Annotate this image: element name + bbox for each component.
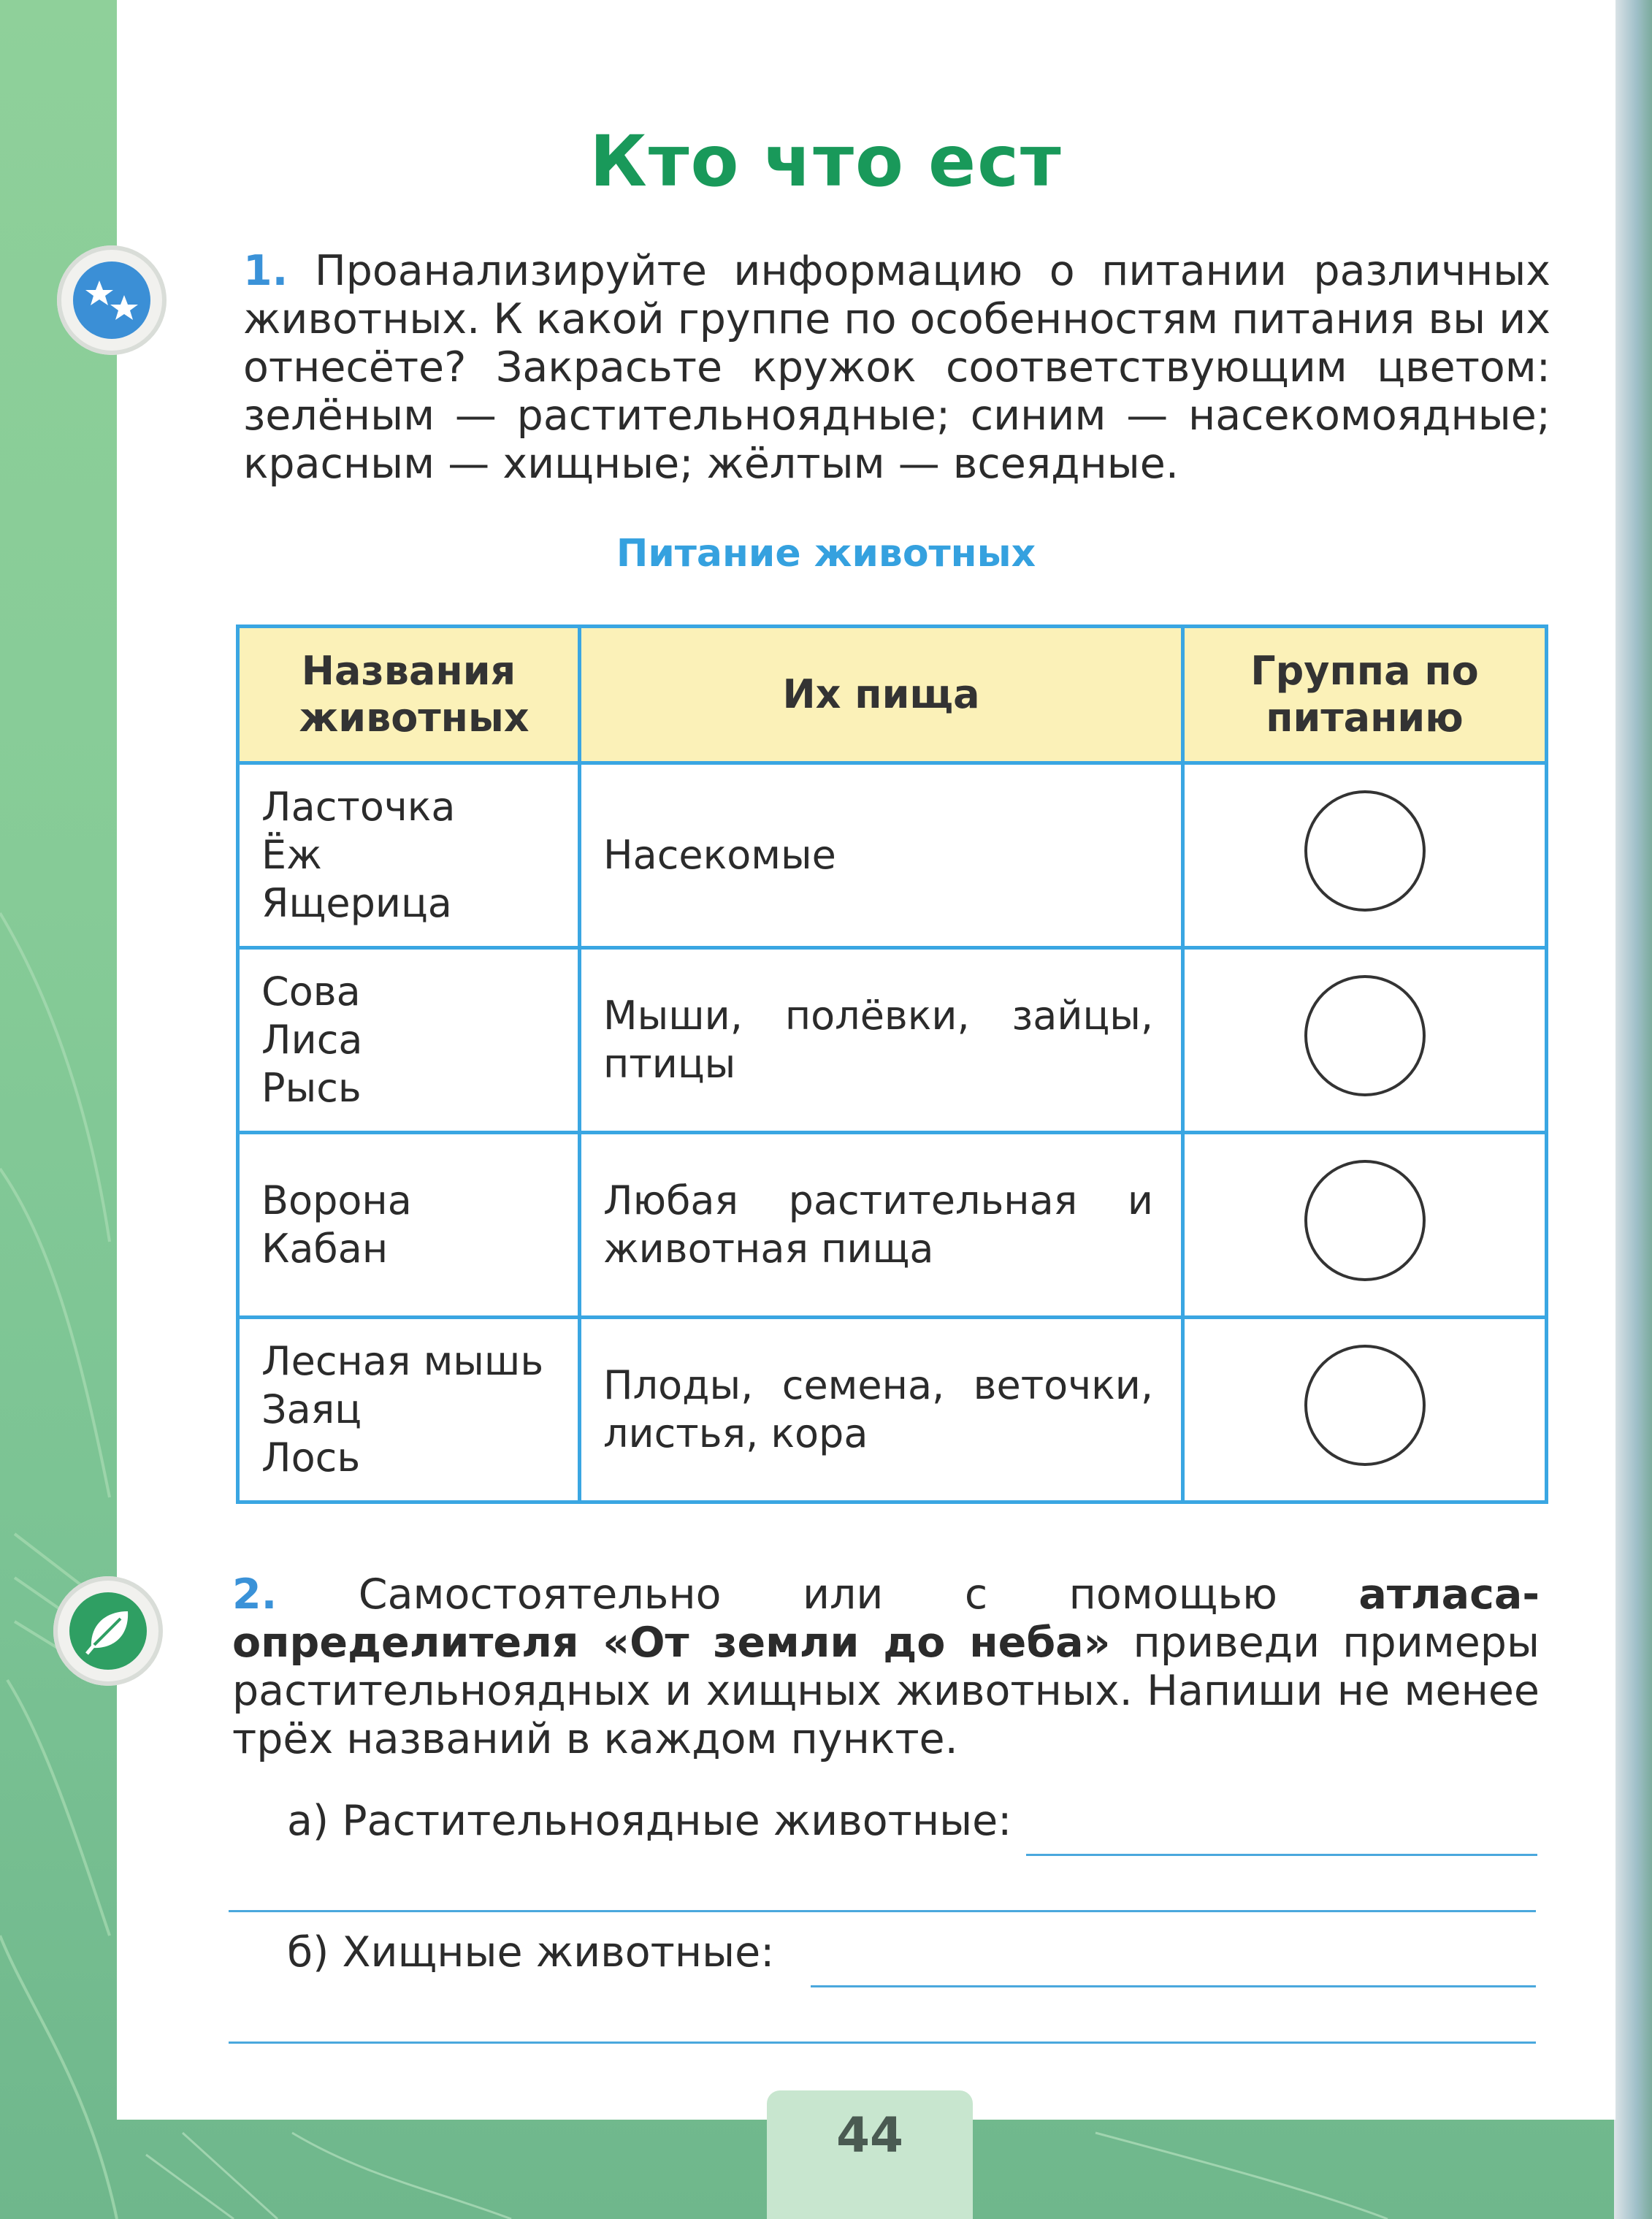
color-circle[interactable] (1304, 790, 1426, 912)
header-group: Группа по питанию (1183, 627, 1547, 763)
task2-text: 2. Самостоятельно или с помощью атласа-определителя «От земли до неба» приведи примеры растительноядных и хищных животных. Напиши не менее трёх названий в каждом пункте. (232, 1570, 1540, 1763)
task1-text: 1. Проанализируйте информацию о питании различных животных. К какой группе по особенностям питания вы их отнесёте? Закрасьте кружок соответствующим цветом: зелёным — растительноядные; синим — насекомоядные; красным — хищные; жёлтым — всеядные. (243, 247, 1550, 488)
animal-food-table (236, 625, 1548, 1504)
answer-b-label: б) Хищные животные: (287, 1928, 775, 1977)
table-row (238, 1133, 1547, 1318)
header-food: Их пища (580, 627, 1183, 763)
task1-badge (57, 245, 167, 355)
table-row (238, 948, 1547, 1133)
food-cell: Плоды, семена, веточки, листья, кора (580, 1318, 1183, 1502)
food-cell: Насекомые (580, 763, 1183, 948)
page-title: Кто что ест (589, 121, 1063, 202)
animal-names: Сова Лиса Рысь (238, 948, 580, 1133)
page-edge (1614, 0, 1652, 2219)
answer-a-line-1[interactable] (1026, 1854, 1537, 1856)
leaf-icon (69, 1592, 147, 1670)
animal-names: Ласточка Ёж Ящерица (238, 763, 580, 948)
color-circle[interactable] (1304, 1345, 1426, 1466)
stars-icon (73, 261, 150, 339)
task2-badge (53, 1576, 163, 1686)
animal-names: Лесная мышь Заяц Лось (238, 1318, 580, 1502)
color-circle[interactable] (1304, 1160, 1426, 1281)
header-names: Названия животных (238, 627, 580, 763)
food-cell: Любая растительная и животная пища (580, 1133, 1183, 1318)
page-number: 44 (836, 2107, 903, 2163)
table-row (238, 763, 1547, 948)
answer-a-line-2[interactable] (229, 1910, 1536, 1912)
answer-b-line-2[interactable] (229, 2042, 1536, 2044)
answer-b-line-1[interactable] (811, 1985, 1536, 1987)
table-row (238, 1318, 1547, 1502)
animal-names: Ворона Кабан (238, 1133, 580, 1318)
food-cell: Мыши, полёвки, зайцы, птицы (580, 948, 1183, 1133)
color-circle[interactable] (1304, 975, 1426, 1096)
table-caption: Питание животных (616, 532, 1036, 576)
answer-a-label: а) Растительноядные животные: (287, 1797, 1012, 1845)
